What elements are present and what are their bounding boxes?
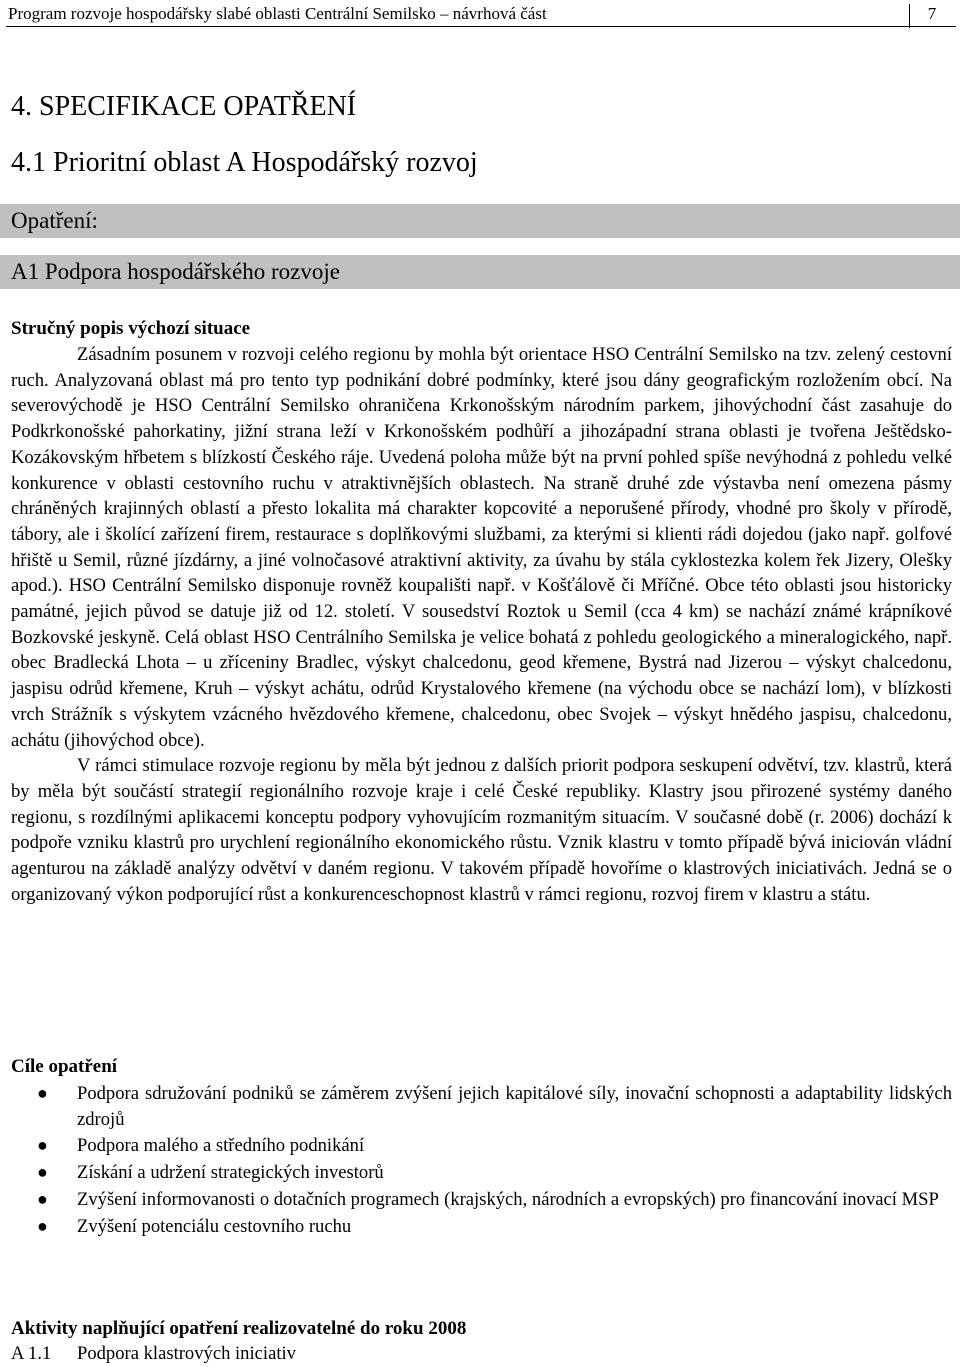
list-item: ● Podpora malého a středního podnikání bbox=[11, 1133, 952, 1159]
bullet-icon: ● bbox=[37, 1215, 48, 1236]
list-item: ● Získání a udržení strategických investorů bbox=[11, 1160, 952, 1186]
aktivita-label: Podpora klastrových iniciativ bbox=[77, 1343, 296, 1364]
document-title: Program rozvoje hospodářsky slabé oblasti Centrální Semilsko – návrhová část bbox=[8, 4, 547, 23]
opatreni-label: Opatření: bbox=[11, 208, 98, 233]
bullet-icon: ● bbox=[37, 1162, 48, 1183]
opatreni-name-bar bbox=[0, 255, 960, 289]
aktivita-code: A 1.1 bbox=[11, 1343, 52, 1364]
list-item: ● Podpora sdružování podniků se záměrem zvýšení jejich kapitálové síly, inovační schopnosti a adaptability lidských zdrojů bbox=[37, 1083, 952, 1130]
list-item: ● Zvýšení informovanosti o dotačních programech (krajských, národních a evropských) pro financování inovací MSP bbox=[11, 1187, 952, 1213]
bullet-icon: ● bbox=[37, 1135, 48, 1156]
bullet-icon: ● bbox=[37, 1188, 48, 1209]
opatreni-name: A1 Podpora hospodářského rozvoje bbox=[11, 259, 340, 284]
page-number: 7 bbox=[909, 4, 954, 28]
section-title: 4. SPECIFIKACE OPATŘENÍ bbox=[11, 91, 357, 122]
list-item: ● Zvýšení potenciálu cestovního ruchu bbox=[11, 1214, 952, 1240]
body-text bbox=[11, 342, 952, 907]
aktivita-item bbox=[11, 1342, 296, 1366]
paragraph: Zásadním posunem v rozvoji celého regionu by mohla být orientace HSO Centrální Semilsko na tzv. zelený cestovní ruch. Analyzovaná oblast má pro tento typ podnikání dobré podmínky, které jsou dány geografickým rozložením obcí. Na severovýchodě je HSO Centrální Semilsko ohraničena Krkonošským národním parkem, jihovýchodní část zasahuje do Podkrkonošské pahorkatiny, jižní strana leží v Krkonošském podhůří a jihozápadní strana oblasti je tvořena Ještědsko-Kozákovským hřbetem s blízkostí Českého ráje. Uvedená poloha může být na první pohled spíše nevýhodná z pohledu velké konkurence v oblasti cestovního ruchu v atraktivnějších oblastech. Na straně druhé zde výstavba není omezena pásmy chráněných krajinných oblastí a přesto lokalita má charakter kopcovité a neporušené přírody, vhodné pro školy v přírodě, tábory, ale i školící zařízení firem, restaurace s doplňkovými službami, za kterými si klienti rádi dojedou (jako např. golfové hřiště u Semil, různé jízdárny, a jiné volnočasové atraktivní aktivity, za úvahu by stála cyklostezka kolem řek Jizery, Olešky apod.). HSO Centrální Semilsko disponuje rovněž koupališti např. v Košťálově či Mříčné. Obce této oblasti jsou historicky památné, jejich původ se datuje již od 12. století. V sousedství Roztok u Semil (cca 4 km) se nachází známé krápníkové Bozkovské jeskyně. Celá oblast HSO Centrálního Semilska je velice bohatá z pohledu geologického a mineralogického, např. obec Bradlecká Lhota – u zříceniny Bradlec, výskyt chalcedonu, geod křemene, Bystrá nad Jizerou – výskyt chalcedonu, jaspisu odrůd křemene, Kruh – výskyt achátu, odrůd Krystalového křemene (na východu obce se nachází lom), v blízkosti vrch Strážník s výskytem vzácného hvězdového křemene, chalcedonu, obec Svojek – výskyt hnědého jaspisu, chalcedonu, achátu (jihovýchod obce). bbox=[11, 344, 952, 751]
bullet-icon: ● bbox=[37, 1083, 48, 1103]
page-header bbox=[6, 4, 956, 27]
opatreni-label-bar bbox=[0, 204, 960, 238]
popis-heading: Stručný popis výchozí situace bbox=[11, 318, 251, 339]
subsection-title: 4.1 Prioritní oblast A Hospodářský rozvoj bbox=[11, 147, 478, 178]
paragraph: V rámci stimulace rozvoje regionu by měla být jednou z dalších priorit podpora seskupení odvětví, tzv. klastrů, která by měla být součástí strategií regionálního rozvoje kraje i celé České republiky. Klastry jsou přirozené systémy daného regionu, s rozdílnými aplikacemi konceptu podpory vyhovujícím rozmanitým situacím. V současné době (r. 2006) dochází k podpoře vzniku klastrů pro urychlení regionálního ekonomického růstu. Vznik klastru v tomto případě bývá iniciován vládní agenturou na základě analýzy odvětví v daném regionu. V takovém případě hovoříme o klastrových iniciativách. Jedná se o organizovaný výkon podporující růst a konkurenceschopnost klastrů v rámci regionu, rozvoj firem v klastru a státu. bbox=[11, 755, 952, 905]
cile-heading: Cíle opatření bbox=[11, 1056, 118, 1077]
cile-list bbox=[11, 1081, 952, 1240]
aktivity-heading: Aktivity naplňující opatření realizovatelné do roku 2008 bbox=[11, 1318, 467, 1339]
